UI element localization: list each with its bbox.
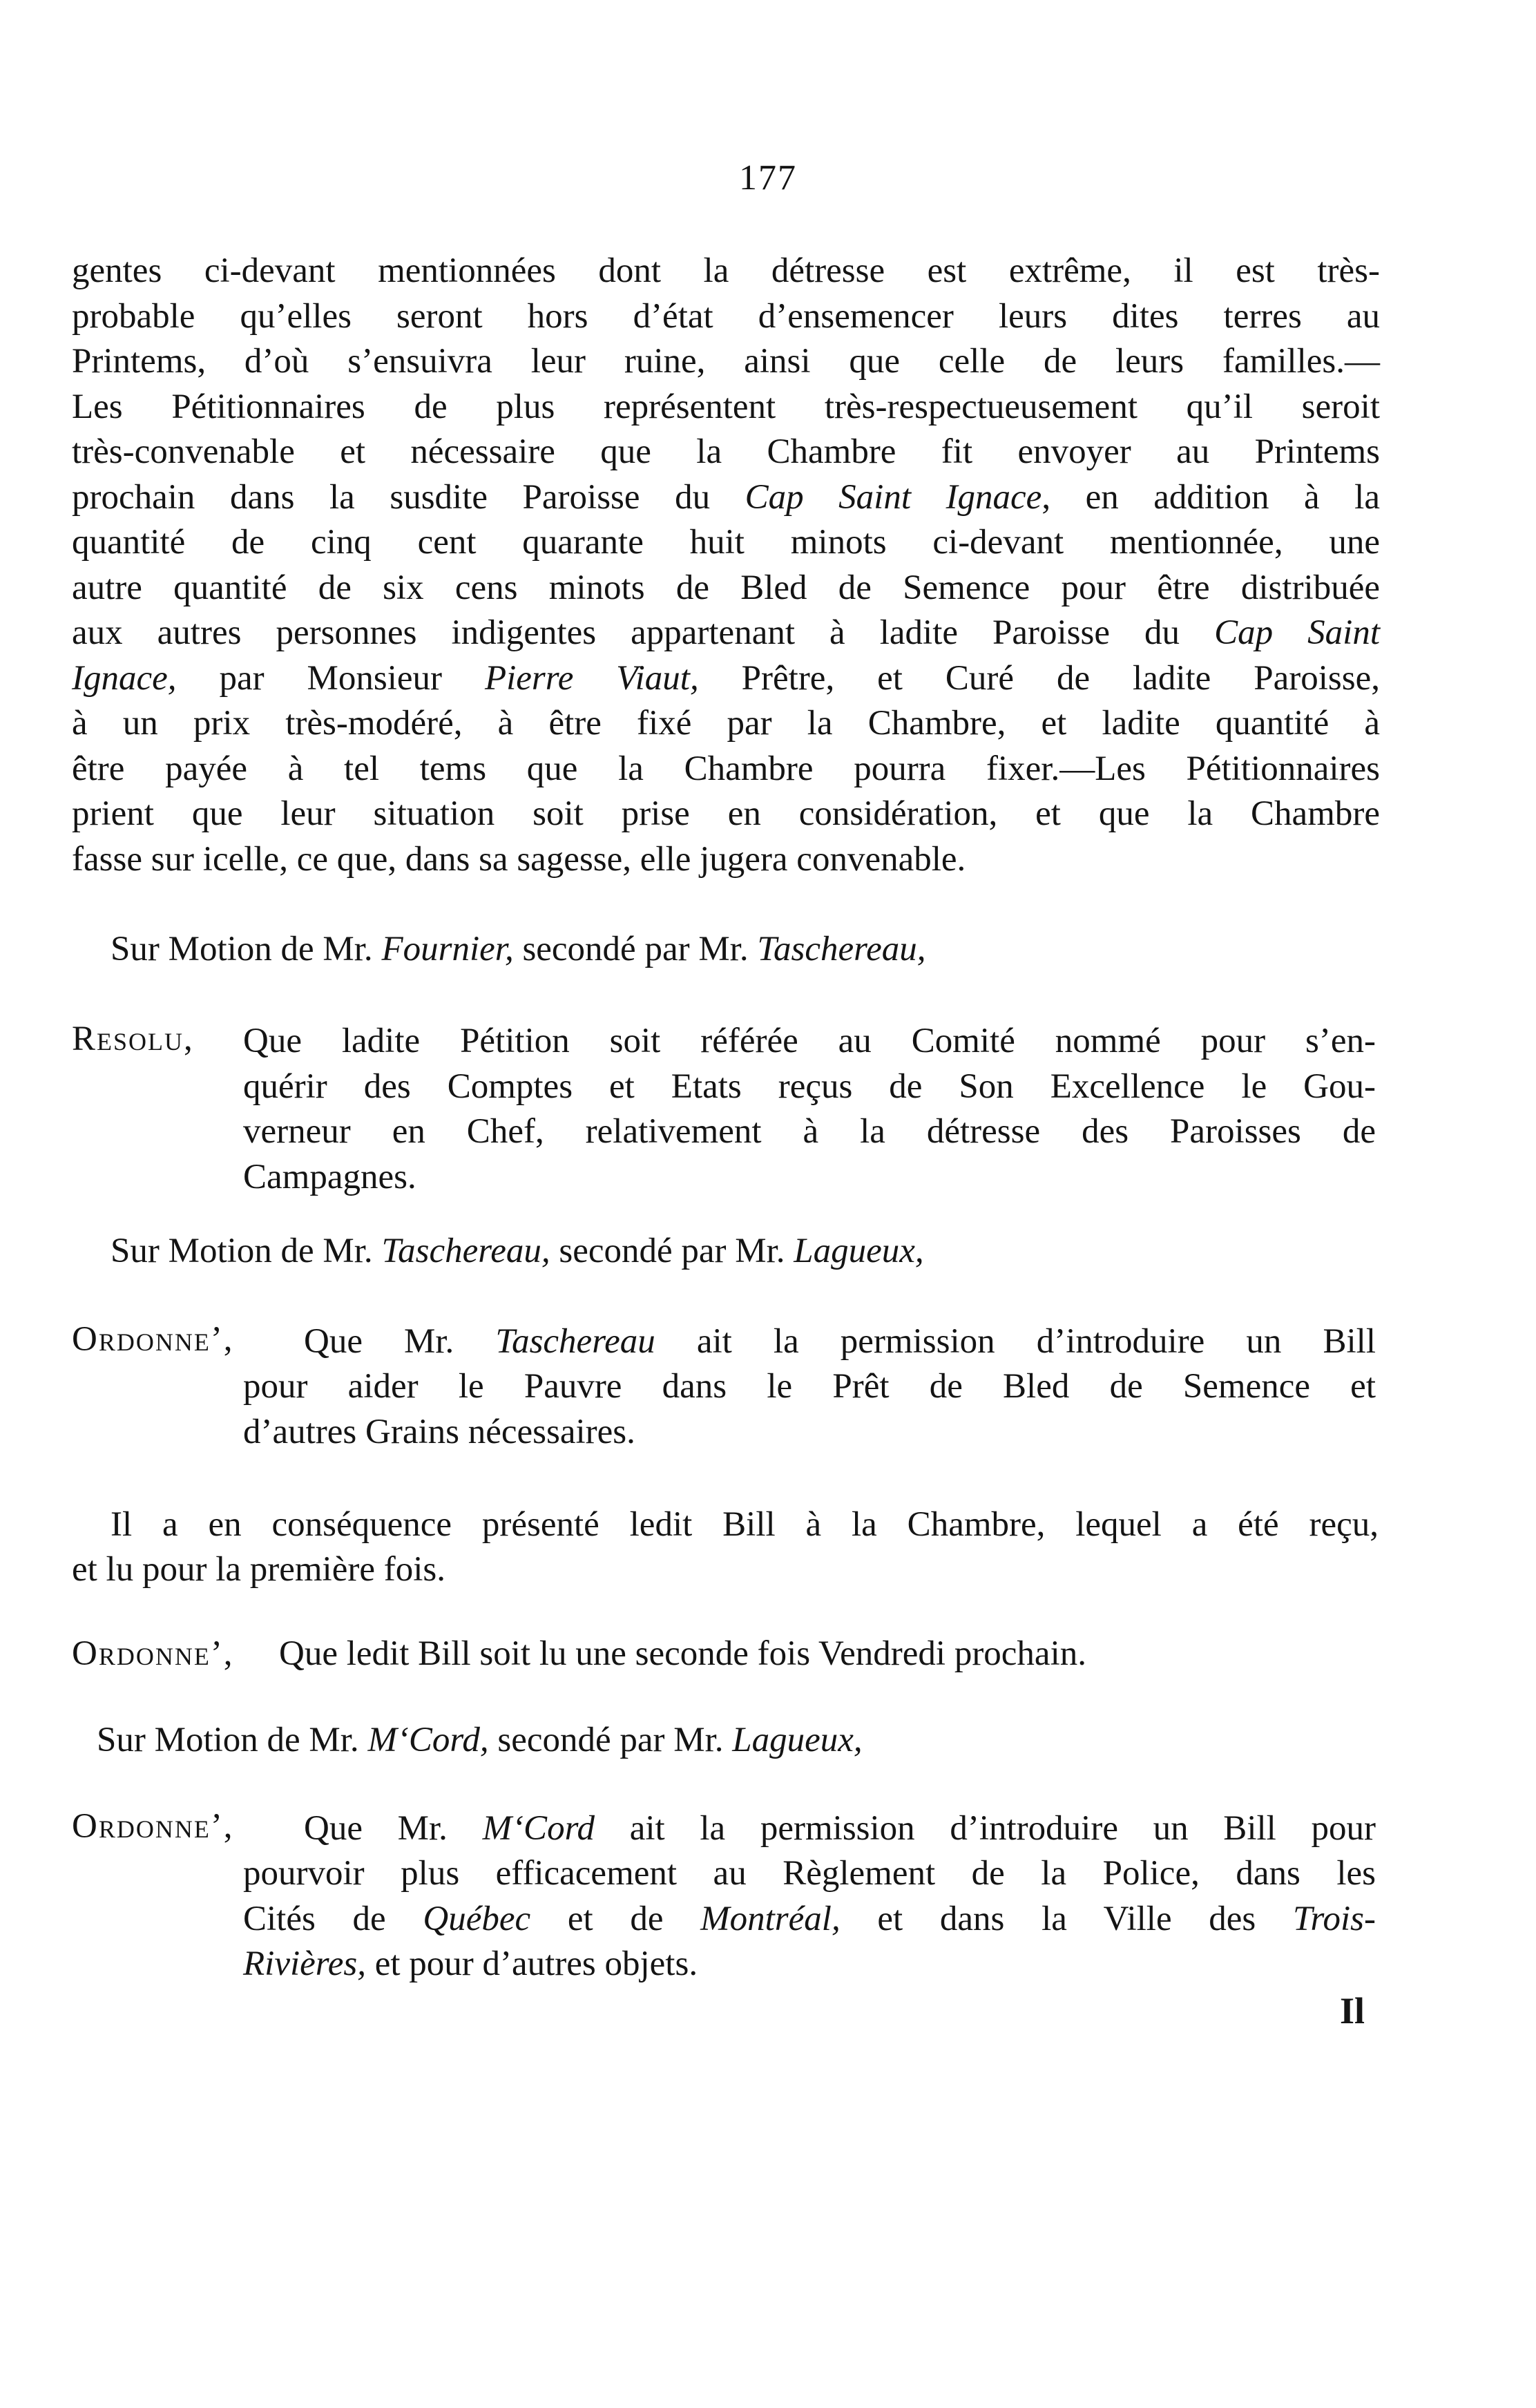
order-text <box>304 1319 1376 1365</box>
place-name: Cap Saint <box>1214 613 1380 652</box>
text-line: Campagnes. <box>243 1157 416 1196</box>
text-line: gentes ci-devant mentionnées dont la détresse est extrême, il est très- <box>72 251 1380 290</box>
text-segment: secondé par Mr. <box>488 1721 733 1759</box>
text-line: pour aider le Pauvre dans le Prêt de Bled de Semence et <box>243 1367 1376 1406</box>
member-name: M‘Cord, <box>367 1721 489 1759</box>
text-line: autre quantité de six cens minots de Bled de Semence pour être distribuée <box>72 568 1380 607</box>
place-name: Montréal, <box>700 1899 841 1938</box>
motion-line <box>111 1231 924 1271</box>
member-name: Fournier, <box>381 930 514 968</box>
text-line: Printems, d’où s’ensuivra leur ruine, ainsi que celle de leurs familles.— <box>72 342 1380 381</box>
text-segment: secondé par Mr. <box>513 930 758 968</box>
order-label: Ordonne’, <box>72 1320 234 1359</box>
place-name: Québec <box>423 1899 531 1938</box>
order-text-continued <box>243 1851 1376 1987</box>
bill-paragraph <box>111 1502 1379 1548</box>
resolution-text <box>243 1019 1376 1200</box>
text-segment: par Monsieur <box>176 658 485 698</box>
member-name: Lagueux, <box>794 1232 924 1270</box>
text-segment: secondé par Mr. <box>550 1232 794 1270</box>
place-name: Ignace, <box>72 658 177 698</box>
text-line: Il a en conséquence présenté ledit Bill à la Chambre, lequel a été reçu, <box>111 1505 1379 1544</box>
order-text <box>304 1806 1376 1852</box>
member-name: Taschereau <box>495 1322 655 1361</box>
order-label: Ordonne’, <box>72 1634 234 1673</box>
place-name: Trois- <box>1292 1899 1376 1938</box>
motion-line <box>111 929 926 969</box>
bill-paragraph-continued <box>72 1547 1380 1593</box>
text-line: être payée à tel tems que la Chambre pourra fixer.—Les Pétitionnaires <box>72 749 1380 788</box>
text-line <box>72 475 1380 521</box>
text-segment: Cités de <box>243 1899 423 1938</box>
text-segment: Prêtre, et Curé de ladite Paroisse, <box>698 658 1380 698</box>
text-segment: ait la permission d’introduire un Bill pour <box>595 1809 1376 1848</box>
text-line: et lu pour la première fois. <box>72 1550 445 1589</box>
text-segment: et dans la Ville des <box>840 1899 1293 1938</box>
page-number: 177 <box>739 158 797 198</box>
text-line: probable qu’elles seront hors d’état d’ensemencer leurs dites terres au <box>72 296 1380 336</box>
text-line <box>72 611 1380 656</box>
text-line: pourvoir plus efficacement au Règlement de la Police, dans les <box>243 1854 1376 1893</box>
text-line: à un prix très-modéré, à être fixé par la Chambre, et ladite quantité à <box>72 704 1380 743</box>
member-name: M‘Cord <box>482 1809 595 1848</box>
member-name: Taschereau, <box>757 930 926 968</box>
text-line <box>243 1897 1376 1942</box>
text-line: d’autres Grains nécessaires. <box>243 1412 635 1451</box>
text-line: Les Pétitionnaires de plus représentent très-respectueusement qu’il seroit <box>72 387 1380 426</box>
text-line <box>304 1319 1376 1365</box>
text-line <box>304 1806 1376 1852</box>
text-line: quérir des Comptes et Etats reçus de Son Excellence le Gou- <box>243 1067 1376 1106</box>
text-line: Que ladite Pétition soit référée au Comité nommé pour s’en- <box>243 1022 1376 1060</box>
text-line <box>243 1942 1376 1987</box>
text-line <box>72 656 1380 702</box>
place-name: Rivières, <box>243 1944 366 1983</box>
order-label: Ordonne’, <box>72 1807 234 1846</box>
place-name: Cap Saint Ignace <box>745 477 1042 517</box>
member-name: Taschereau, <box>381 1232 550 1270</box>
text-line: très-convenable et nécessaire que la Chambre fit envoyer au Printems <box>72 432 1380 471</box>
text-segment: , en addition à la <box>1041 477 1380 517</box>
text-segment: et pour d’autres objets. <box>365 1944 698 1983</box>
text-segment: Sur Motion de Mr. <box>111 930 382 968</box>
text-segment: Que Mr. <box>304 1809 483 1848</box>
catchword: Il <box>1340 1990 1365 2032</box>
text-line: fasse sur icelle, ce que, dans sa sagesse, elle jugera convenable. <box>72 839 966 879</box>
text-line: prient que leur situation soit prise en considération, et que la Chambre <box>72 794 1380 833</box>
order-text-continued <box>243 1364 1376 1455</box>
text-segment: aux autres personnes indigentes appartenant à ladite Paroisse du <box>72 613 1215 652</box>
text-segment: Sur Motion de Mr. <box>97 1721 368 1759</box>
petition-paragraph <box>72 249 1380 882</box>
motion-line <box>97 1720 863 1760</box>
text-segment: et de <box>530 1899 701 1938</box>
person-name: Pierre Viaut, <box>484 658 699 698</box>
text-segment: Que Mr. <box>304 1322 496 1361</box>
text-segment: ait la permission d’introduire un Bill <box>655 1322 1376 1361</box>
order-text: Que ledit Bill soit lu une seconde fois Vendredi prochain. <box>279 1634 1086 1673</box>
text-line: verneur en Chef, relativement à la détresse des Paroisses de <box>243 1112 1376 1151</box>
text-segment: prochain dans la susdite Paroisse du <box>72 477 745 517</box>
text-segment: Sur Motion de Mr. <box>111 1232 382 1270</box>
member-name: Lagueux, <box>732 1721 863 1759</box>
text-line: quantité de cinq cent quarante huit minots ci-devant mentionnée, une <box>72 523 1380 562</box>
resolution-label: Resolu, <box>72 1020 194 1058</box>
